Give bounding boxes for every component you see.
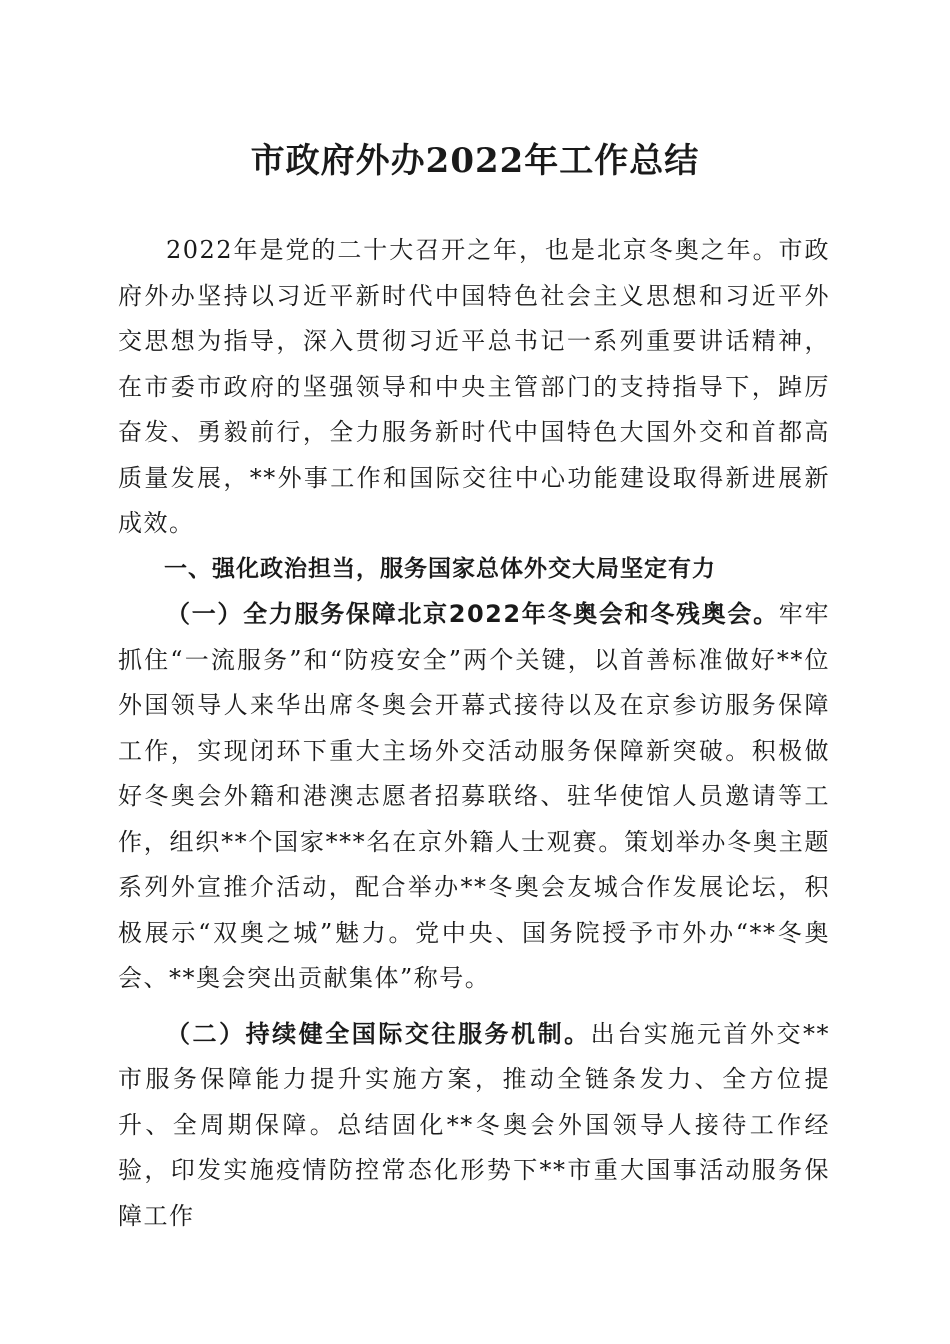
item-lead-2: （二）持续健全国际交往服务机制。 [166, 1019, 591, 1048]
section-heading-1: 一、强化政治担当，服务国家总体外交大局坚定有力 [164, 555, 716, 582]
item-paragraph-2 [118, 1012, 830, 1240]
item-body-2: 出台实施元首外交**市服务保障能力提升实施方案，推动全链条发力、全方位提升、全周期保障。总结固化**冬奥会外国领导人接待工作经验，印发实施疫情防控常态化形势下**市重大国事活动服务保障工作 [118, 1019, 831, 1230]
document-body [118, 228, 830, 1239]
intro-paragraph: 2022年是党的二十大召开之年，也是北京冬奥之年。市政府外办坚持以习近平新时代中国特色社会主义思想和习近平外交思想为指导，深入贯彻习近平总书记一系列重要讲话精神，在市委市政府的坚强领导和中央主管部门的支持指导下，踔厉奋发、勇毅前行，全力服务新时代中国特色大国外交和首都高质量发展，**外事工作和国际交往中心功能建设取得新进展新成效。 [118, 236, 830, 537]
item-paragraph-1 [118, 592, 830, 1002]
item-body-1: 牢牢抓住“一流服务”和“防疫安全”两个关键，以首善标准做好**位外国领导人来华出席冬奥会开幕式接待以及在京参访服务保障工作，实现闭环下重大主场外交活动服务保障新突破。积极做好冬奥会外籍和港澳志愿者招募联络、驻华使馆人员邀请等工作，组织**个国家***名在京外籍人士观赛。策划举办冬奥主题系列外宣推介活动，配合举办**冬奥会友城合作发展论坛，积极展示“双奥之城”魅力。党中央、国务院授予市外办“**冬奥会、**奥会突出贡献集体”称号。 [118, 600, 831, 992]
document-title: 市政府外办2022年工作总结 [250, 141, 700, 181]
item-lead-1: （一）全力服务保障北京2022年冬奥会和冬残奥会。 [166, 600, 779, 628]
